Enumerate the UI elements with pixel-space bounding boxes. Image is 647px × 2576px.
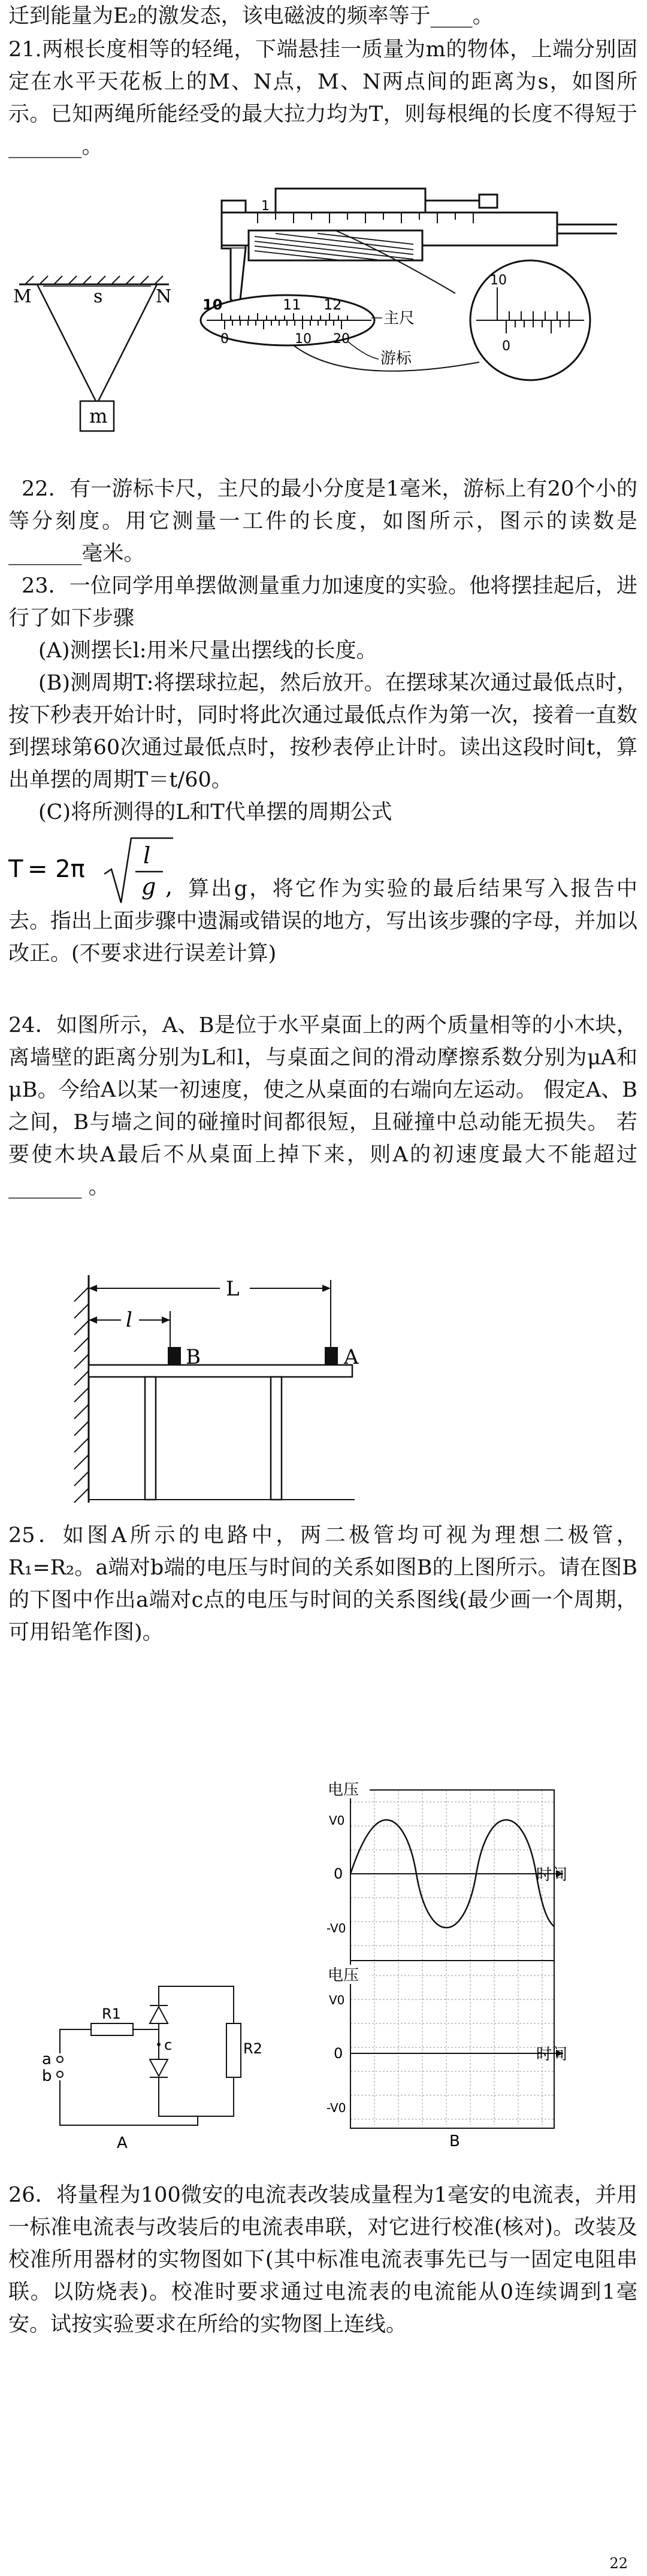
diode-top: [150, 2007, 168, 2023]
svg-text:g: g: [141, 873, 156, 900]
lower-neg-v0-label: -V0: [326, 2101, 346, 2115]
q23-step-a: (A)测摆长l:用米尺量出摆线的长度。: [38, 639, 377, 663]
q23-step-c: (C)将所测得的L和T代单摆的周期公式: [38, 800, 392, 824]
diode-bottom: [150, 2059, 168, 2076]
upper-zero-label: 0: [334, 1865, 343, 1882]
zoom-bottom-0: 0: [220, 332, 229, 347]
label-a: a: [42, 2050, 52, 2068]
blocks-figure: [67, 1275, 403, 1503]
zoom-top-11: 11: [283, 296, 301, 313]
upper-v0-label: V0: [329, 1813, 345, 1828]
label-R2: R2: [243, 2040, 262, 2057]
label-N: N: [156, 286, 172, 307]
zoom-top-10: 10: [202, 296, 223, 313]
q26-text: 26．将量程为100微安的电流表改装成量程为1毫安的电流表，并用一标准电流表与改装后的电流表串联，对它进行校准(核对)。改装及校准所用器材的实物图如下(其中标准电流表事先已与一固定电阻串联。以防烧表)。校准时要求通过电流表的电流能从0连续调到1毫安。试按实验要求在所给的实物图上连线。: [8, 2183, 637, 2337]
zoom-bottom-20: 20: [333, 332, 350, 347]
block-A: [325, 1347, 338, 1365]
rope-left: [37, 284, 96, 401]
q25-text: 25．如图A所示的电路中，两二极管均可视为理想二极管，R₁=R₂。a端对b端的电压与时间的关系如图B的上图所示。请在图B的下图中作出a端对c点的电压与时间的关系图线(最少画一个周期，可用铅笔作图)。: [8, 1524, 637, 1644]
q22-text: 22．有一游标卡尺，主尺的最小分度是1毫米，游标上有20个小的等分刻度。用它测量一工件的长度，如图所示，图示的读数是_______毫米。: [8, 477, 637, 566]
label-s: s: [93, 286, 103, 307]
svg-text:l: l: [143, 842, 151, 869]
lower-v0-label: V0: [329, 1993, 345, 2007]
upper-time-label: 时间: [536, 1866, 568, 1884]
label-L: L: [226, 1277, 240, 1301]
q21-text: 21.两根长度相等的轻绳，下端悬挂一质量为m的物体，上端分别固定在水平天花板上的M、N点，M、N两点间的距离为s，如图所示。已知两绳所能经受的最大拉力均为T，则每根绳的长度不得短于_______。: [8, 38, 637, 159]
zoom-bottom-10: 10: [295, 332, 312, 347]
block-B: [168, 1347, 181, 1365]
resistor-R2: [226, 2023, 241, 2077]
caliper-figure: [198, 177, 629, 392]
q23-after-formula: 算出g，将它作为实验的最后结果写入报告中去。指出上面步骤中遗漏或错误的地方，写出该步骤的字母，并加以改正。(不要求进行误差计算): [8, 877, 638, 966]
label-l: l: [126, 1308, 132, 1332]
circle-bottom-label: 0: [502, 339, 510, 354]
main-scale-label: 主尺: [383, 310, 415, 327]
rope-figure: [13, 257, 172, 437]
svg-text:T: T: [8, 855, 23, 883]
lower-voltage-label: 电压: [328, 1967, 359, 1985]
label-b: b: [42, 2067, 52, 2085]
label-B: B: [186, 1345, 201, 1369]
label-R1: R1: [102, 2005, 121, 2022]
svg-text:,: ,: [165, 873, 173, 900]
q24-text: 24．如图所示，A、B是位于水平桌面上的两个质量相等的小木块，离墙壁的距离分别为L和l，与桌面之间的滑动摩擦系数分别为μA和μB。今给A以某一初速度，使之从桌面的右端向左运动。 假定A、B之间，B与墙之间的碰撞时间都很短，且碰撞中总动能无损失。 若要使木块A最后不从桌面上掉下来，则A的初速度最大不能超过_______ 。: [8, 1014, 637, 1199]
svg-text:= 2π: = 2π: [28, 855, 85, 883]
zoom-top-12: 12: [324, 296, 342, 313]
rope-right: [98, 284, 157, 401]
label-M: M: [13, 286, 32, 307]
lower-time-label: 时间: [536, 2046, 568, 2064]
circuit-figure-A: [36, 1970, 264, 2152]
upper-neg-v0-label: -V0: [326, 1921, 346, 1935]
label-c: c: [164, 2037, 173, 2053]
caption-A: A: [117, 2134, 128, 2152]
caption-B: B: [449, 2132, 460, 2150]
main-scale-1: 1: [261, 199, 270, 214]
upper-voltage-label: 电压: [328, 1781, 359, 1799]
vernier-label: 游标: [380, 350, 412, 368]
resistor-R1: [91, 2023, 133, 2035]
q23-step-b: (B)测周期T:将摆球拉起，然后放开。在摆球某次通过最低点时，按下秒表开始计时，同时将此次通过最低点作为第一次，接着一直数到摆球第60次通过最低点时，按秒表停止计时。读出这段时间t，算出单摆的周期T＝t/60。: [8, 671, 638, 792]
q23-intro: 23．一位同学用单摆做测量重力加速度的实验。他将摆挂起后，进行了如下步骤: [8, 574, 637, 630]
page-number: 22: [609, 2555, 628, 2572]
q20-tail: 迁到能量为E₂的激发态，该电磁波的频率等于____。: [8, 4, 494, 28]
circle-top-label: 10: [490, 273, 507, 288]
graph-figure-B: [326, 1778, 578, 2149]
lower-zero-label: 0: [334, 2045, 343, 2062]
label-m: m: [89, 405, 108, 427]
label-A: A: [344, 1345, 359, 1369]
